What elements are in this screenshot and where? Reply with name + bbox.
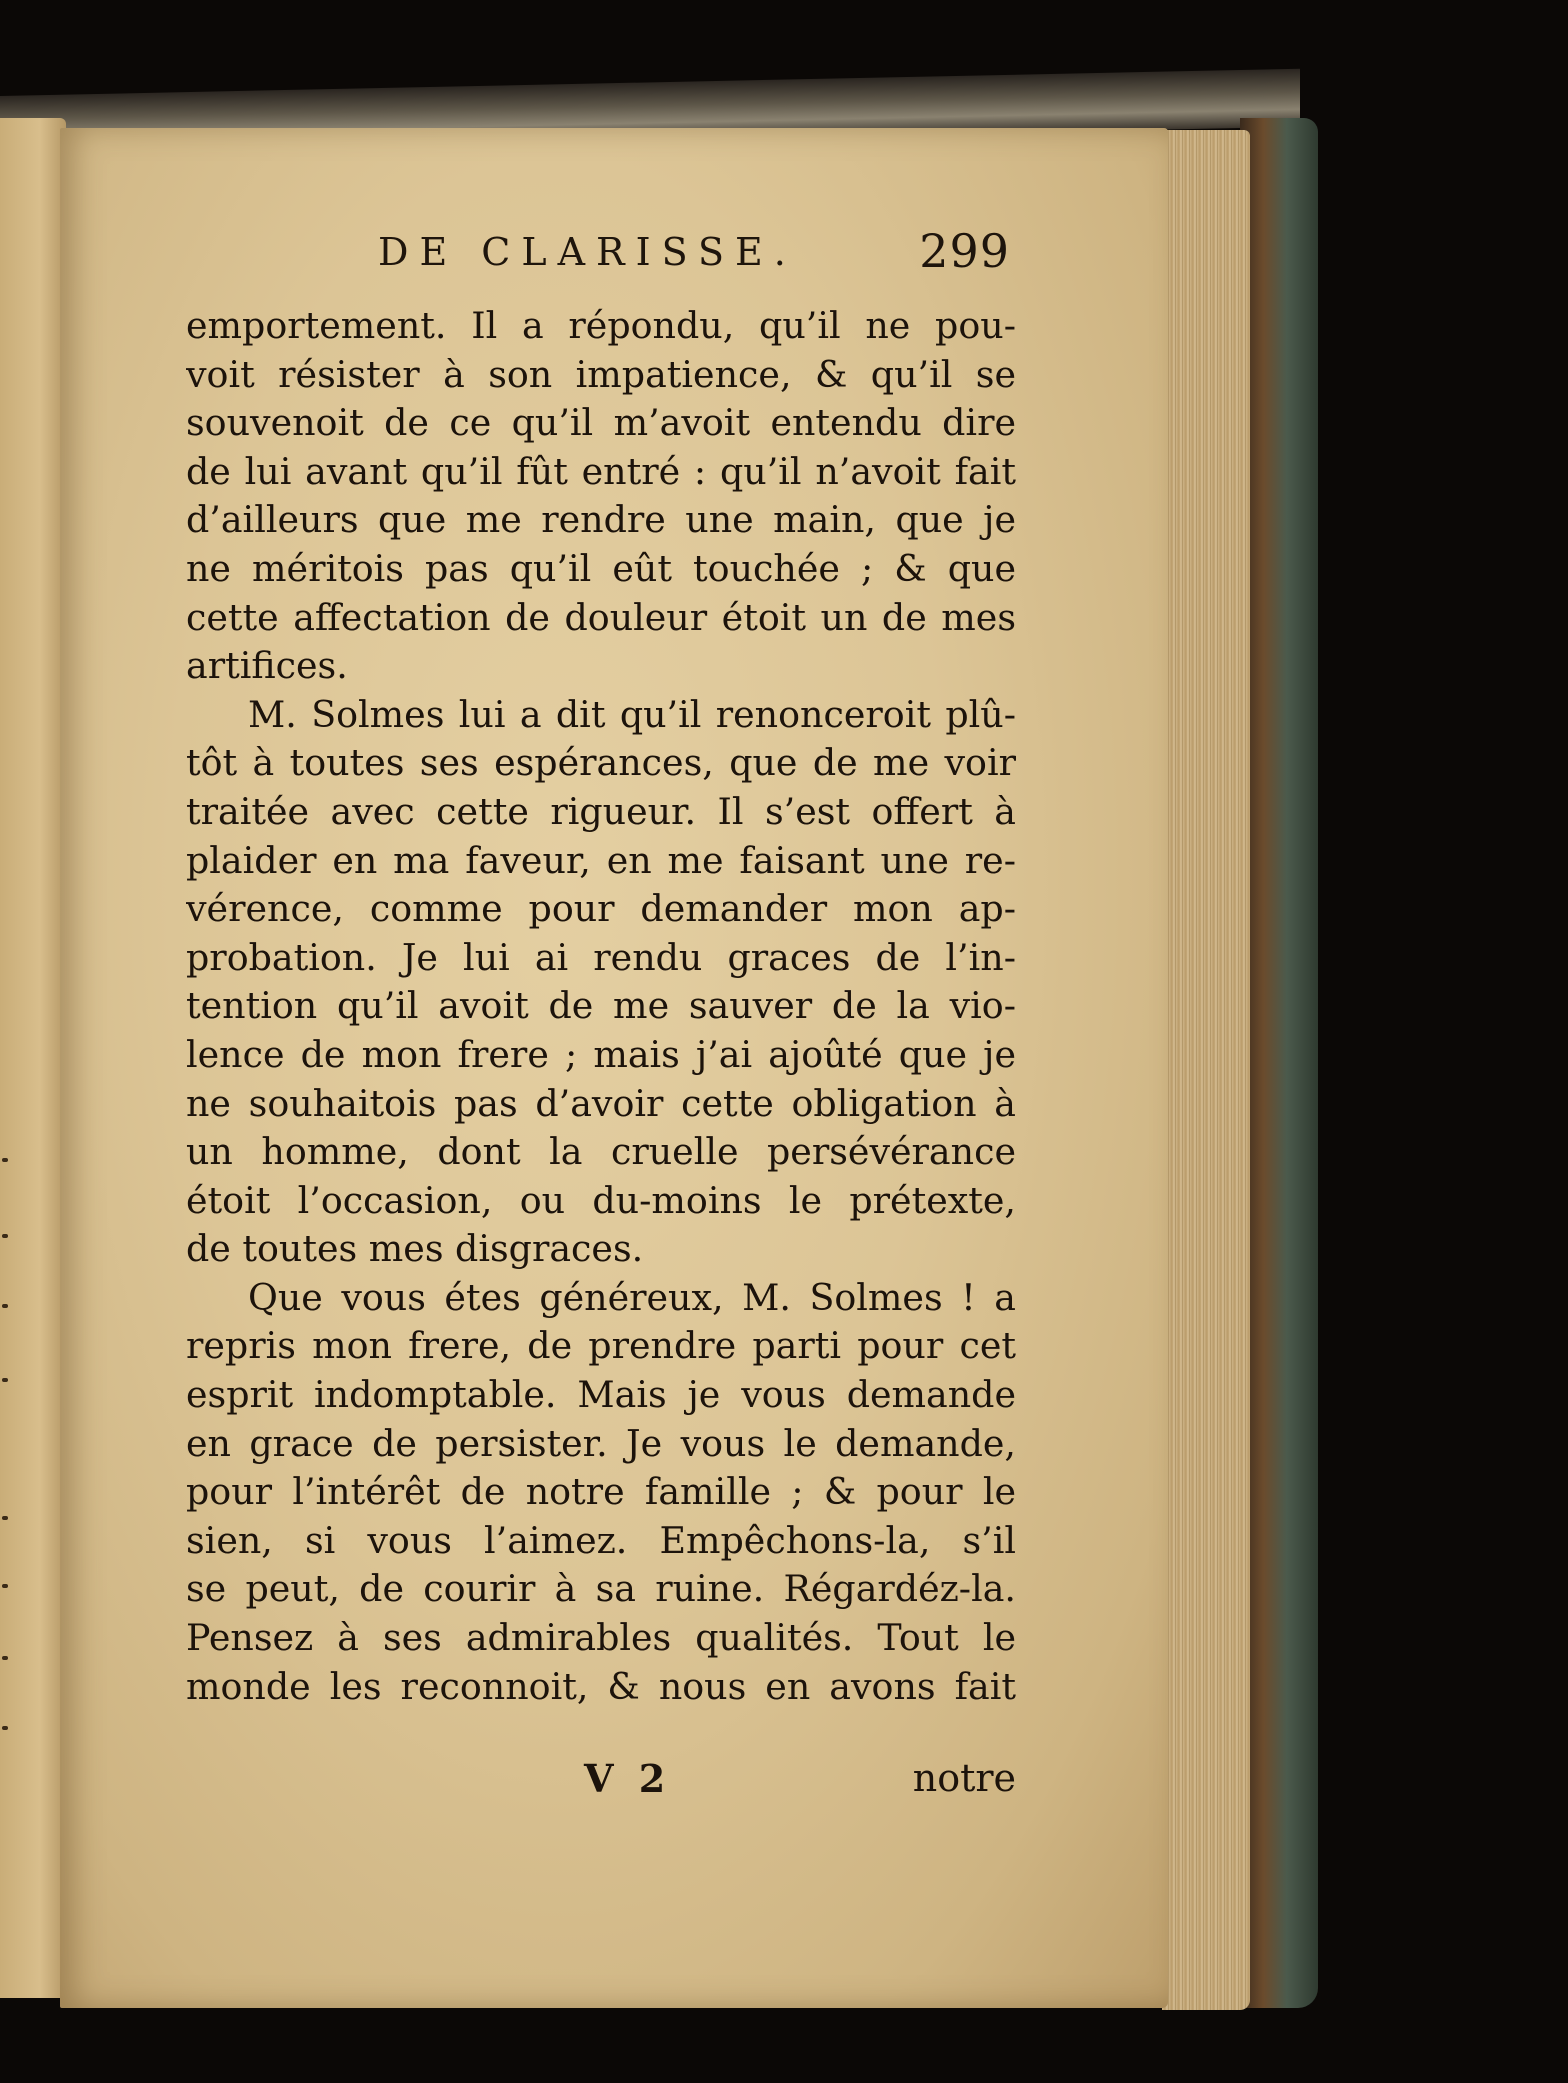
text-line: étoit l’occasion, ou du-moins le prétexte,: [186, 1178, 1016, 1222]
text-line: emportement. Il a répondu, qu’il ne pou-: [186, 304, 1016, 347]
ink-mark: [2, 1584, 8, 1588]
text-line: pour l’intérêt de notre famille ; & pour le: [186, 1470, 1016, 1514]
signature-mark: V 2: [584, 1756, 672, 1801]
text-line: repris mon frere, de prendre parti pour cet: [186, 1324, 1016, 1368]
page-footer: [186, 1756, 1016, 1808]
text-line: vérence, comme pour demander mon ap-: [186, 887, 1016, 931]
text-line: probation. Je lui ai rendu graces de l’in-: [186, 935, 1016, 979]
text-line: voit résister à son impatience, & qu’il se: [186, 352, 1016, 396]
text-line: tôt à toutes ses espérances, que de me voir: [186, 741, 1016, 785]
text-line: ne souhaitois pas d’avoir cette obligation à: [186, 1081, 1016, 1125]
left-facing-page-edge: [0, 118, 66, 1998]
running-title: DE CLARISSE.: [378, 230, 797, 274]
ink-mark: [2, 1516, 8, 1520]
running-head: [180, 224, 1010, 290]
ink-mark: [2, 1726, 8, 1730]
text-line: plaider en ma faveur, en me faisant une re-: [186, 838, 1016, 882]
text-line: de toutes mes disgraces.: [186, 1227, 644, 1271]
text-line: souvenoit de ce qu’il m’avoit entendu dire: [186, 401, 1016, 445]
ink-mark: [2, 1656, 8, 1660]
ink-mark: [2, 1304, 8, 1308]
text-line: Que vous étes généreux, M. Solmes ! a: [248, 1275, 1016, 1319]
ink-mark: [2, 1234, 8, 1238]
text-line: M. Solmes lui a dit qu’il renonceroit plû-: [248, 692, 1016, 736]
text-line: tention qu’il avoit de me sauver de la vio-: [186, 984, 1016, 1028]
ink-mark: [2, 1378, 8, 1382]
text-line: d’ailleurs que me rendre une main, que je: [186, 498, 1016, 542]
text-line: cette affectation de douleur étoit un de mes: [186, 595, 1016, 639]
text-line: esprit indomptable. Mais je vous demande: [186, 1373, 1016, 1417]
text-line: sien, si vous l’aimez. Empêchons-la, s’il: [186, 1518, 1016, 1562]
ink-mark: [2, 1158, 8, 1162]
text-line: Pensez à ses admirables qualités. Tout le: [186, 1616, 1016, 1660]
text-line: de lui avant qu’il fût entré : qu’il n’avoit fait: [186, 449, 1016, 493]
text-line: traitée avec cette rigueur. Il s’est offert à: [186, 789, 1016, 833]
text-line: en grace de persister. Je vous le demande,: [186, 1421, 1016, 1465]
text-line: ne méritois pas qu’il eût touchée ; & que: [186, 546, 1016, 590]
catchword: notre: [912, 1756, 1016, 1800]
body-text: [186, 302, 1016, 1711]
text-line: un homme, dont la cruelle persévérance: [186, 1130, 1016, 1174]
book-cover-edge: [1240, 118, 1318, 2008]
text-line: artifices.: [186, 644, 348, 688]
page-block-edges: [1162, 130, 1250, 2010]
text-line: lence de mon frere ; mais j’ai ajoûté que je: [186, 1032, 1016, 1076]
page-number: 299: [919, 224, 1010, 278]
text-line: se peut, de courir à sa ruine. Régardéz-la.: [186, 1567, 1016, 1611]
text-line: monde les reconnoit, & nous en avons fait: [186, 1664, 1016, 1708]
